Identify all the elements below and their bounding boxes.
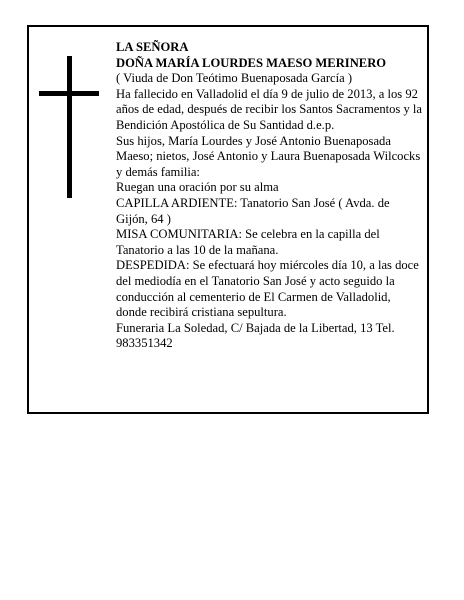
farewell-info: DESPEDIDA: Se efectuará hoy miércoles día 10, a las doce del mediodía en el Tanatorio San José y acto seguido la conducción al cementerio de El Carmen de Valladolid, donde recibirá cristiana sepultura.: [116, 258, 419, 320]
latin-cross-icon: [39, 56, 99, 198]
deceased-name: DOÑA MARÍA LOURDES MAESO MERINERO: [116, 55, 387, 70]
chapel-info: CAPILLA ARDIENTE: Tanatorio San José ( Avda. de Gijón, 64 ): [116, 195, 390, 226]
cross-horizontal-bar: [39, 91, 99, 96]
mass-info: MISA COMUNITARIA: Se celebra en la capilla del Tanatorio a las 10 de la mañana.: [116, 227, 380, 257]
prayer-request: Ruegan una oración por su alma: [116, 180, 279, 195]
title-line-1: LA SEÑORA: [116, 40, 189, 54]
cross-vertical-bar: [67, 56, 72, 198]
widow-of: ( Viuda de Don Teótimo Buenaposada García ): [116, 71, 353, 86]
funeral-home-info: Funeraria La Soledad, C/ Bajada de la Libertad, 13 Tel. 983351342: [116, 320, 395, 351]
notice-text: [116, 40, 424, 352]
death-info: Ha fallecido en Valladolid el día 9 de julio de 2013, a los 92 años de edad, después de recibir los Santos Sacramentos y la Bendición Apostólica de Su Santidad d.e.p.: [116, 86, 423, 132]
obituary-notice: [27, 25, 429, 414]
family-list: Sus hijos, María Lourdes y José Antonio Buenaposada Maeso; nietos, José Antonio y Laura Buenaposada Wilcocks y demás familia:: [116, 133, 421, 179]
